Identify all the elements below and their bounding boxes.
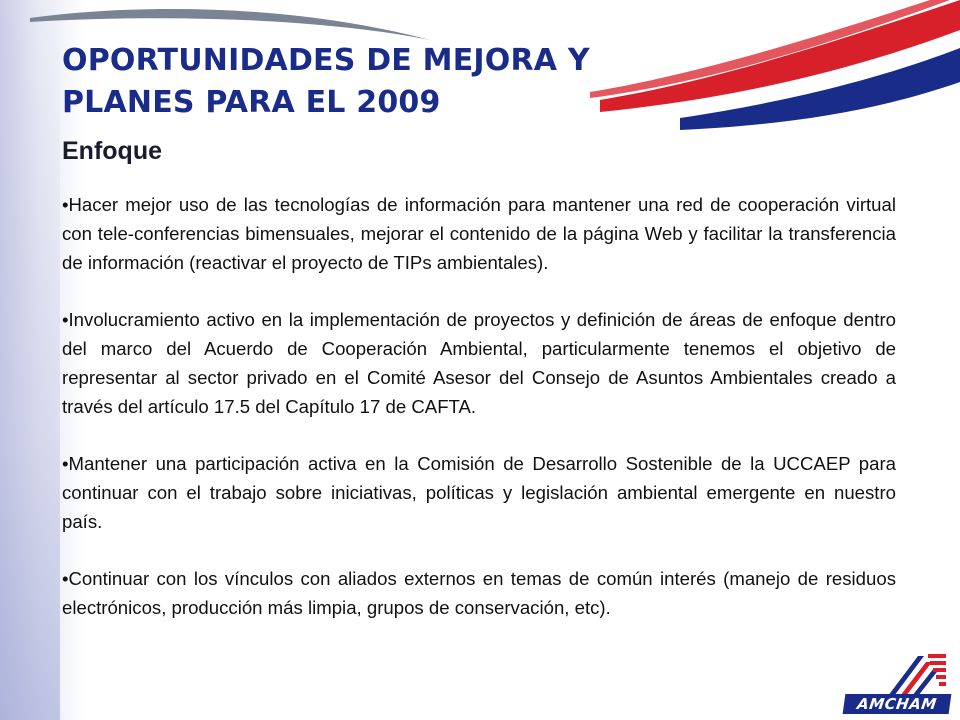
slide-subtitle: Enfoque	[62, 137, 162, 165]
bullet-item-2: •Involucramiento activo en la implementación de proyectos y definición de áreas de enfoque dentro del marco del Acuerdo de Cooperación Ambiental, particularmente tenemos el objetivo de representar al sector privado en el Comité Asesor del Consejo de Asuntos Ambientales creado a través del artículo 17.5 del Capítulo 17 de CAFTA.	[62, 309, 896, 417]
title-line-2: PLANES PARA EL 2009	[62, 85, 441, 120]
bullet-item-1: •Hacer mejor uso de las tecnologías de información para mantener una red de cooperación virtual con tele-conferencias bimensuales, mejorar el contenido de la página Web y facilitar la transferencia de información (reactivar el proyecto de TIPs ambientales).	[62, 194, 896, 273]
bullet-item-4: •Continuar con los vínculos con aliados externos en temas de común interés (manejo de residuos electrónicos, producción más limpia, grupos de conservación, etc).	[62, 568, 896, 618]
slide-title	[62, 40, 590, 124]
bullet-item-3: •Mantener una participación activa en la Comisión de Desarrollo Sostenible de la UCCAEP para continuar con el trabajo sobre iniciativas, políticas y legislación ambiental emergente en nuestro país.	[62, 453, 896, 532]
flag-icon	[878, 652, 948, 696]
swoosh-gray-arc	[30, 9, 430, 40]
title-line-1: OPORTUNIDADES DE MEJORA Y	[62, 43, 590, 78]
amcham-logo	[842, 652, 952, 714]
logo-wordmark: AMCHAM	[843, 694, 952, 714]
bullet-list	[62, 190, 896, 650]
